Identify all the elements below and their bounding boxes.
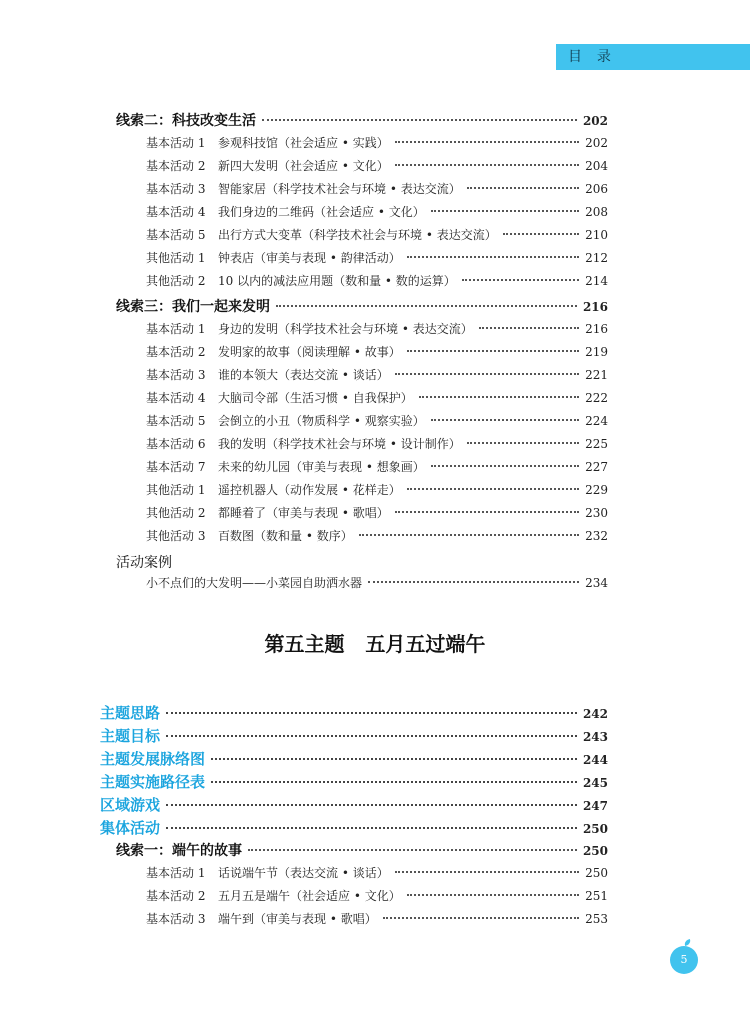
toc-entry-title: 话说端午节（表达交流 • 谈话） [218, 866, 389, 880]
toc-entry-page: 227 [585, 460, 608, 474]
toc-entry-title: 身边的发明（科学技术社会与环境 • 表达交流） [218, 322, 473, 336]
toc-entry[interactable] [100, 817, 608, 838]
toc-entry-title: 主题实施路径表 [100, 773, 206, 791]
toc-entry[interactable] [146, 527, 608, 544]
dot-leader [368, 581, 579, 583]
toc-entry[interactable] [146, 458, 608, 475]
toc-entry-page: 253 [585, 912, 608, 926]
toc-entry-page: 202 [582, 114, 608, 128]
toc-entry-page: 204 [585, 159, 608, 173]
dot-leader [395, 141, 579, 143]
toc-entry[interactable] [116, 840, 608, 860]
toc-entry[interactable] [146, 887, 608, 904]
dot-leader [462, 279, 579, 281]
dot-leader [166, 804, 577, 806]
toc-entry-label: 基本活动 1 [146, 322, 206, 336]
toc-entry-page: 250 [585, 866, 608, 880]
dot-leader [431, 419, 579, 421]
toc-entry-label: 基本活动 2 [146, 345, 206, 359]
toc-entry-title: 区域游戏 [100, 796, 161, 814]
dot-leader [431, 210, 579, 212]
toc-entry-title: 我们身边的二维码（社会适应 • 文化） [218, 205, 425, 219]
toc-entry-label: 其他活动 3 [146, 529, 206, 543]
toc-entry-page: 244 [582, 753, 608, 767]
toc-entry-title: 我的发明（科学技术社会与环境 • 设计制作） [218, 437, 461, 451]
toc-entry-title: 线索一：端午的故事 [116, 843, 242, 859]
toc-entry-page: 245 [582, 776, 608, 790]
toc-entry-page: 224 [585, 414, 608, 428]
toc-entry-title: 小不点们的大发明——小菜园自助洒水器 [146, 576, 363, 590]
toc-entry-page: 214 [585, 274, 608, 288]
toc-entry-label: 基本活动 1 [146, 866, 206, 880]
toc-entry-title: 大脑司令部（生活习惯 • 自我保护） [218, 391, 413, 405]
toc-entry[interactable] [116, 110, 608, 130]
toc-entry-page: 202 [585, 136, 608, 150]
toc-entry[interactable] [146, 180, 608, 197]
toc-entry-label: 其他活动 1 [146, 251, 206, 265]
toc-entry-page: 208 [585, 205, 608, 219]
toc-entry[interactable] [146, 134, 608, 151]
toc-entry-page: 206 [585, 182, 608, 196]
toc-entry-title: 集体活动 [100, 819, 161, 837]
toc-entry-page: 242 [582, 707, 608, 721]
dot-leader [419, 396, 579, 398]
toc-entry-page: 229 [585, 483, 608, 497]
toc-entry-page: 232 [585, 529, 608, 543]
toc-entry-page: 222 [585, 391, 608, 405]
dot-leader [166, 735, 577, 737]
toc-entry-title: 都睡着了（审美与表现 • 歌唱） [218, 506, 389, 520]
toc-entry[interactable] [146, 435, 608, 452]
dot-leader [395, 373, 579, 375]
toc-entry-label: 其他活动 1 [146, 483, 206, 497]
toc-entry-title: 发明家的故事（阅读理解 • 故事） [218, 345, 401, 359]
dot-leader [166, 712, 577, 714]
toc-entry-page: 230 [585, 506, 608, 520]
toc-entry-title: 10 以内的减法应用题（数和量 • 数的运算） [218, 274, 456, 288]
toc-entry-page: 243 [582, 730, 608, 744]
toc-entry[interactable] [146, 481, 608, 498]
dot-leader [211, 758, 577, 760]
toc-entry-page: 219 [585, 345, 608, 359]
theme-title: 第五主题 五月五过端午 [264, 632, 486, 656]
leaf-icon [683, 939, 691, 946]
toc-entry-title: 参观科技馆（社会适应 • 实践） [218, 136, 389, 150]
dot-leader [407, 488, 579, 490]
toc-entry[interactable] [146, 157, 608, 174]
toc-entry-page: 247 [582, 799, 608, 813]
dot-leader [479, 327, 579, 329]
toc-entry-title: 主题目标 [100, 727, 161, 745]
toc-entry-page: 225 [585, 437, 608, 451]
toc-entry-title: 端午到（审美与表现 • 歌唱） [218, 912, 377, 926]
toc-entry[interactable] [116, 296, 608, 316]
toc-entry-label: 基本活动 2 [146, 159, 206, 173]
toc-entry-title: 会倒立的小丑（物质科学 • 观察实验） [218, 414, 425, 428]
toc-entry-title: 钟表店（审美与表现 • 韵律活动） [218, 251, 401, 265]
dot-leader [395, 871, 579, 873]
toc-entry-page: 250 [582, 822, 608, 836]
toc-entry[interactable] [146, 864, 608, 881]
dot-leader [276, 305, 577, 307]
toc-entry-label: 基本活动 4 [146, 205, 206, 219]
toc-entry-label: 其他活动 2 [146, 506, 206, 520]
header-tab [556, 44, 750, 70]
toc-entry-label: 基本活动 7 [146, 460, 206, 474]
toc-entry[interactable] [146, 504, 608, 521]
dot-leader [467, 187, 579, 189]
dot-leader [262, 119, 577, 121]
toc-entry-label: 基本活动 3 [146, 368, 206, 382]
toc-entry-title: 五月五是端午（社会适应 • 文化） [218, 889, 401, 903]
toc-entry-page: 212 [585, 251, 608, 265]
toc-entry-page: 251 [585, 889, 608, 903]
dot-leader [395, 511, 579, 513]
toc-entry[interactable] [100, 794, 608, 815]
dot-leader [431, 465, 579, 467]
toc-entry-title: 线索二：科技改变生活 [116, 113, 256, 129]
dot-leader [248, 849, 577, 851]
toc-entry-title: 出行方式大变革（科学技术社会与环境 • 表达交流） [218, 228, 497, 242]
dot-leader [467, 442, 579, 444]
toc-entry-label: 基本活动 2 [146, 889, 206, 903]
toc-entry[interactable] [146, 574, 608, 591]
toc-entry[interactable] [146, 343, 608, 360]
toc-entry[interactable] [146, 203, 608, 220]
dot-leader [211, 781, 577, 783]
toc-entry[interactable] [100, 725, 608, 746]
toc-entry-page: 210 [585, 228, 608, 242]
toc-entry-title: 遥控机器人（动作发展 • 花样走） [218, 483, 401, 497]
toc-entry-label: 基本活动 1 [146, 136, 206, 150]
dot-leader [407, 350, 579, 352]
toc-entry-label: 基本活动 3 [146, 912, 206, 926]
toc-entry-label: 基本活动 4 [146, 391, 206, 405]
toc-entry-title: 智能家居（科学技术社会与环境 • 表达交流） [218, 182, 461, 196]
dot-leader [383, 917, 579, 919]
toc-entry-page: 216 [582, 300, 608, 314]
toc-entry[interactable] [146, 320, 608, 337]
toc-entry[interactable] [146, 412, 608, 429]
toc-entry[interactable] [146, 910, 608, 927]
toc-entry-title: 未来的幼儿园（审美与表现 • 想象画） [218, 460, 425, 474]
toc-entry-label: 其他活动 2 [146, 274, 206, 288]
toc-entry-page: 250 [582, 844, 608, 858]
toc-entry-title: 新四大发明（社会适应 • 文化） [218, 159, 389, 173]
toc-entry-title: 线索三：我们一起来发明 [116, 299, 270, 315]
toc-entry[interactable] [146, 389, 608, 406]
toc-entry[interactable] [100, 702, 608, 723]
toc-entry[interactable] [100, 771, 608, 792]
page-number: 5 [670, 946, 698, 974]
toc-entry-label: 基本活动 5 [146, 414, 206, 428]
toc-entry[interactable] [146, 366, 608, 383]
dot-leader [359, 534, 579, 536]
toc-entry-title: 主题思路 [100, 704, 161, 722]
toc-entry[interactable] [146, 226, 608, 243]
header-label: 目 录 [568, 49, 613, 65]
dot-leader [395, 164, 579, 166]
dot-leader [166, 827, 577, 829]
toc-entry-title: 谁的本领大（表达交流 • 谈话） [218, 368, 389, 382]
toc-entry-title: 百数图（数和量 • 数序） [218, 529, 353, 543]
dot-leader [503, 233, 579, 235]
toc-entry-label: 基本活动 3 [146, 182, 206, 196]
toc-entry-title: 主题发展脉络图 [100, 750, 206, 768]
dot-leader [407, 256, 579, 258]
dot-leader [407, 894, 579, 896]
toc-entry-page: 234 [585, 576, 608, 590]
toc-entry[interactable] [146, 272, 608, 289]
toc-entry-label: 基本活动 5 [146, 228, 206, 242]
toc-entry-label: 基本活动 6 [146, 437, 206, 451]
toc-section-heading[interactable]: 活动案例 [116, 555, 172, 571]
toc-entry[interactable] [146, 249, 608, 266]
toc-entry-page: 216 [585, 322, 608, 336]
toc-entry-page: 221 [585, 368, 608, 382]
toc-entry[interactable] [100, 748, 608, 769]
